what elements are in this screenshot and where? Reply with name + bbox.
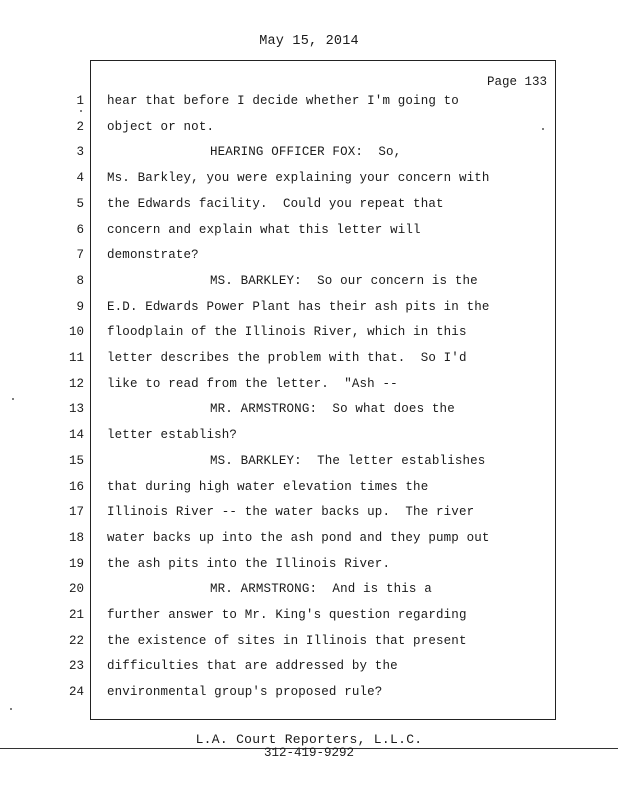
line-number: 6 <box>76 223 84 237</box>
speaker-line: HEARING OFFICER FOX: So, <box>210 145 402 159</box>
line-number: 4 <box>76 171 84 185</box>
transcript-line: Ms. Barkley, you were explaining your concern with <box>107 171 490 185</box>
line-number: 18 <box>68 531 84 545</box>
transcript-line: E.D. Edwards Power Plant has their ash pits in the <box>107 300 490 314</box>
court-reporter-name: L.A. Court Reporters, L.L.C. <box>195 732 423 747</box>
line-number: 11 <box>68 351 84 365</box>
transcript-line: hear that before I decide whether I'm going to <box>107 94 459 108</box>
speaker-line: MS. BARKLEY: So our concern is the <box>210 274 478 288</box>
speaker-line: MS. BARKLEY: The letter establishes <box>210 454 486 468</box>
transcript-line: like to read from the letter. "Ash -- <box>107 377 398 391</box>
line-number: 17 <box>68 505 84 519</box>
transcript-line: the existence of sites in Illinois that present <box>107 634 467 648</box>
line-number: 8 <box>76 274 84 288</box>
transcript-line: floodplain of the Illinois River, which in this <box>107 325 467 339</box>
line-number: 19 <box>68 557 84 571</box>
transcript-line: letter describes the problem with that. So I'd <box>107 351 467 365</box>
line-number: 10 <box>68 325 84 339</box>
line-number: 14 <box>68 428 84 442</box>
line-number: 9 <box>76 300 84 314</box>
scan-speck <box>12 398 14 400</box>
page-number: Page 133 <box>486 75 547 89</box>
line-number: 13 <box>68 402 84 416</box>
transcript-line: water backs up into the ash pond and they pump out <box>107 531 490 545</box>
scan-speck <box>10 708 12 710</box>
line-number: 21 <box>68 608 84 622</box>
transcript-line: difficulties that are addressed by the <box>107 659 398 673</box>
line-number: 7 <box>76 248 84 262</box>
line-number: 23 <box>68 659 84 673</box>
court-reporter-phone: 312-419-9292 <box>263 746 354 760</box>
transcript-line: demonstrate? <box>107 248 199 262</box>
transcript-line: environmental group's proposed rule? <box>107 685 383 699</box>
line-number: 12 <box>68 377 84 391</box>
line-number: 16 <box>68 480 84 494</box>
line-number: 2 <box>76 120 84 134</box>
speaker-line: MR. ARMSTRONG: So what does the <box>210 402 455 416</box>
line-number: 24 <box>68 685 84 699</box>
transcript-line: further answer to Mr. King's question regarding <box>107 608 467 622</box>
speaker-line: MR. ARMSTRONG: And is this a <box>210 582 432 596</box>
line-number: 22 <box>68 634 84 648</box>
line-number: 5 <box>76 197 84 211</box>
transcript-line: Illinois River -- the water backs up. The river <box>107 505 475 519</box>
scan-speck <box>80 110 82 112</box>
line-number: 1 <box>76 94 84 108</box>
transcript-line: the Edwards facility. Could you repeat that <box>107 197 444 211</box>
line-number: 15 <box>68 454 84 468</box>
transcript-line: object or not. <box>107 120 215 134</box>
transcript-date: May 15, 2014 <box>259 34 359 49</box>
line-number: 3 <box>76 145 84 159</box>
transcript-line: letter establish? <box>107 428 238 442</box>
transcript-line: that during high water elevation times the <box>107 480 429 494</box>
line-number: 20 <box>68 582 84 596</box>
transcript-line: concern and explain what this letter will <box>107 223 421 237</box>
scan-speck <box>542 128 544 130</box>
transcript-line: the ash pits into the Illinois River. <box>107 557 391 571</box>
